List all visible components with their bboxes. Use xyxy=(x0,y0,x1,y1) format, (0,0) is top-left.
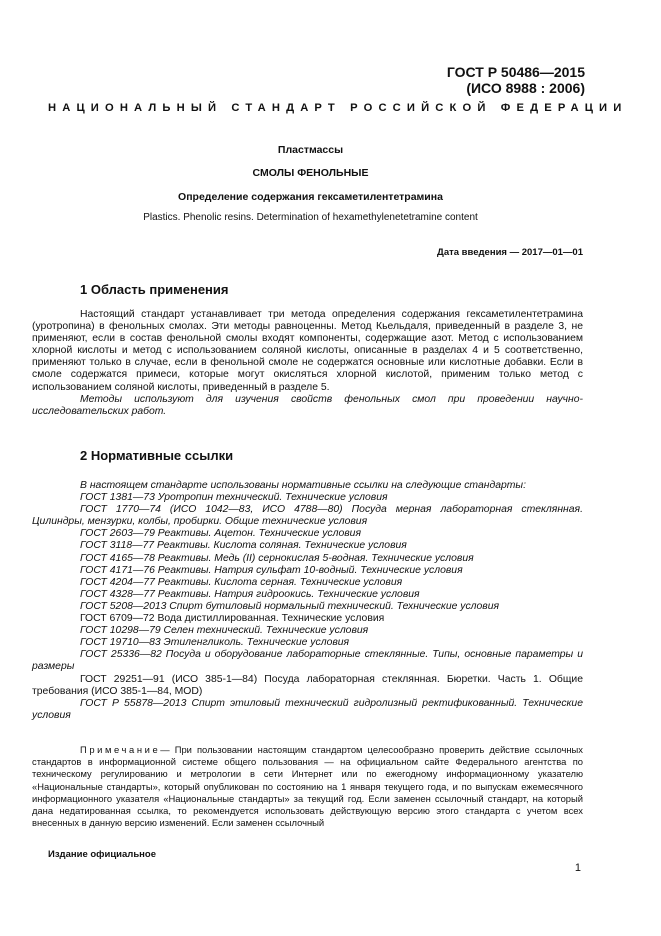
reference-item: ГОСТ 6709—72 Вода дистиллированная. Технические условия xyxy=(80,613,385,625)
official-edition-label: Издание официальное xyxy=(48,849,156,860)
iso-number: (ИСО 8988 : 2006) xyxy=(466,80,585,96)
section-1-paragraph-italic: Методы используют для изучения свойств фенольных смол при проведении научно-исследовательских работ. xyxy=(32,393,583,417)
reference-item: ГОСТ 4328—77 Реактивы. Натрия гидроокись. Технические условия xyxy=(80,588,420,600)
reference-item: ГОСТ 2603—79 Реактивы. Ацетон. Технические условия xyxy=(80,528,362,540)
reference-item: ГОСТ 10298—79 Селен технический. Технические условия xyxy=(80,625,369,637)
reference-item: ГОСТ 1770—74 (ИСО 1042—83, ИСО 4788—80) Посуда мерная лабораторная стеклянная. Цилиндры, мензурки, колбы, пробирки. Общие технические условия xyxy=(32,504,583,528)
reference-item: ГОСТ 29251—91 (ИСО 385-1—84) Посуда лабораторная стеклянная. Бюретки. Часть 1. Общие требования (ИСО 385-1—84, MOD) xyxy=(32,673,583,697)
national-standard-banner: НАЦИОНАЛЬНЫЙ СТАНДАРТ РОССИЙСКОЙ ФЕДЕРАЦИИ xyxy=(48,102,628,114)
section-1-body xyxy=(32,309,583,418)
reference-item: ГОСТ 4165—78 Реактивы. Медь (II) сернокислая 5-водная. Технические условия xyxy=(80,552,474,564)
section-1-heading: 1 Область применения xyxy=(80,282,229,297)
reference-item: ГОСТ 4171—76 Реактивы. Натрия сульфат 10-водный. Технические условия xyxy=(80,564,463,576)
note-block xyxy=(32,744,583,829)
introduction-date: Дата введения — 2017—01—01 xyxy=(437,247,583,258)
reference-item: ГОСТ Р 55878—2013 Спирт этиловый технический гидролизный ректификованный. Технические условия xyxy=(32,697,583,721)
note-text: — При пользовании настоящим стандартом целесообразно проверить действие ссылочных стандартов в информационной системе общего пользования — на официальном сайте Федерального агентства по техническому регулированию и метрологии в сети Интернет или по ежегодному информационному указателю «Национальные стандарты», который опубликован по состоянию на 1 января текущего года, и по выпускам ежемесячного информационного указателя «Национальные стандарты» за текущий год. Если заменен ссылочный стандарт, на который дана недатированная ссылка, то рекомендуется использовать действующую версию этого стандарта с учетом всех внесенных в данную версию изменений. Если заменен ссылочный xyxy=(32,744,583,829)
reference-item: ГОСТ 4204—77 Реактивы. Кислота серная. Технические условия xyxy=(80,576,403,588)
reference-item: ГОСТ 5208—2013 Спирт бутиловый нормальный технический. Технические условия xyxy=(80,600,500,612)
reference-item: ГОСТ 25336—82 Посуда и оборудование лабораторные стеклянные. Типы, основные параметры и размеры xyxy=(32,649,583,673)
reference-item: ГОСТ 1381—73 Уротропин технический. Технические условия xyxy=(80,492,388,504)
references-intro: В настоящем стандарте использованы нормативные ссылки на следующие стандарты: xyxy=(80,480,526,491)
title-subject: СМОЛЫ ФЕНОЛЬНЫЕ xyxy=(252,167,369,179)
page-number: 1 xyxy=(574,862,581,874)
gost-designation xyxy=(447,64,585,96)
note-label: Примечание xyxy=(80,744,161,755)
note-paragraph xyxy=(32,744,583,829)
gost-number: ГОСТ Р 50486—2015 xyxy=(446,64,585,80)
normative-references-list xyxy=(32,480,583,722)
title-topic: Определение содержания гексаметилентетрамина xyxy=(178,191,443,203)
section-2-heading: 2 Нормативные ссылки xyxy=(80,448,234,463)
reference-item: ГОСТ 19710—83 Этиленгликоль. Технические условия xyxy=(80,637,350,649)
title-category: Пластмассы xyxy=(277,144,344,156)
title-english: Plastics. Phenolic resins. Determination of hexamethylenetetramine content xyxy=(143,212,478,223)
reference-item: ГОСТ 3118—77 Реактивы. Кислота соляная. Технические условия xyxy=(80,540,407,552)
section-1-paragraph: Настоящий стандарт устанавливает три метода определения содержания гексаметилентетрамина (уротропина) в фенольных смолах. Эти методы равноценны. Метод Кьельдаля, приведенный в разделе 3, не применяют, если в состав фенольной смолы входят компоненты, содержащие азот. Метод с использованием хлорной кислоты и метод с использованием соляной кислоты, описанные в разделах 4 и 5 соответственно, применяют только в случае, если в фенольной смоле не содержатся основные или кислотные добавки. Если в смоле содержатся примеси, которые могут окисляться хлорной кислотой, применим только метод с использованием соляной кислоты, приведенный в разделе 5. xyxy=(32,309,583,393)
